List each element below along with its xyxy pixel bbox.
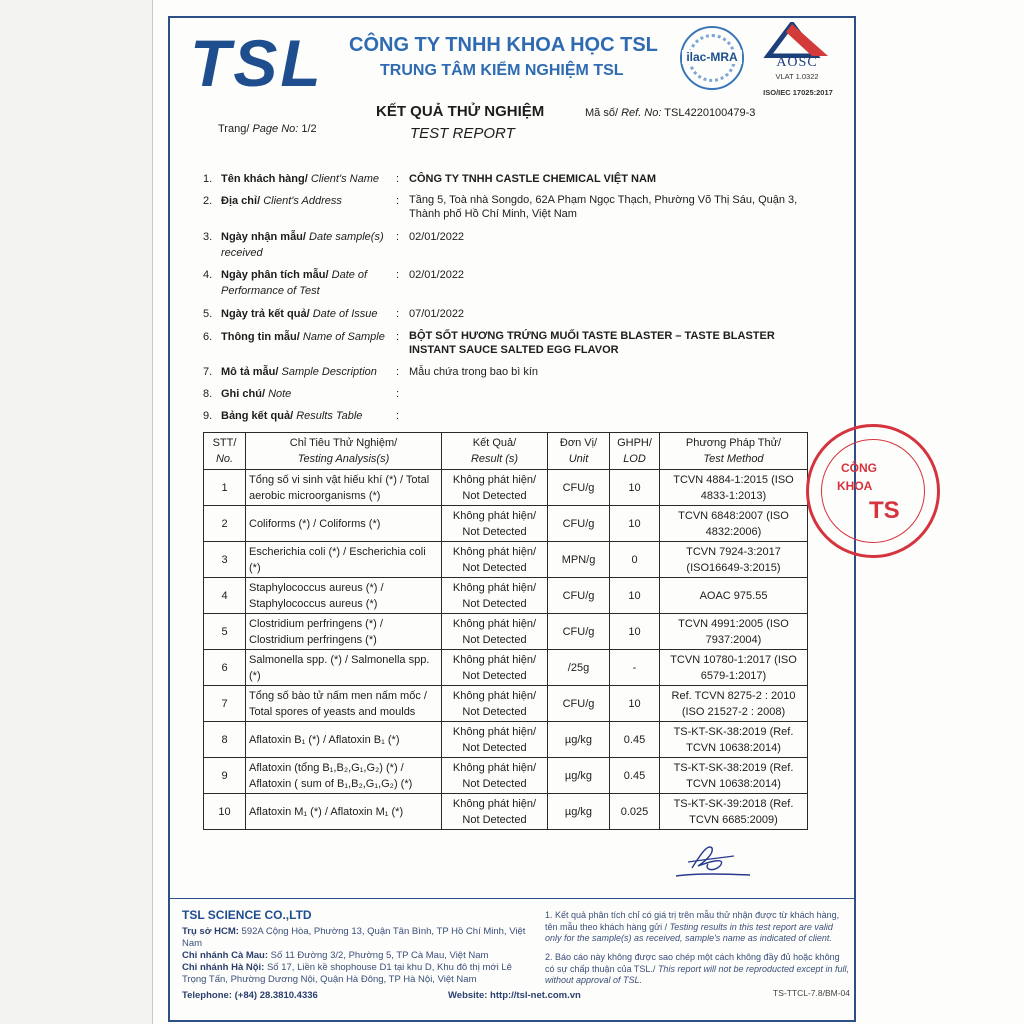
stamp-line-2: KHOA — [837, 479, 873, 493]
cell-unit: CFU/g — [548, 614, 610, 650]
cell-no: 3 — [204, 542, 246, 578]
table-row — [204, 686, 808, 722]
cell-lod: 10 — [610, 686, 660, 722]
cell-method: TS-KT-SK-38:2019 (Ref. TCVN 10638:2014) — [660, 758, 808, 794]
cell-result — [442, 758, 548, 794]
report-title-en: TEST REPORT — [410, 125, 515, 142]
cell-lod: 0.45 — [610, 758, 660, 794]
result-en: Not Detected — [462, 741, 527, 754]
report-title-vn: KẾT QUẢ THỬ NGHIỆM — [376, 103, 545, 120]
result-en: Not Detected — [462, 597, 527, 610]
page-label-en: Page No: — [252, 123, 299, 135]
footer-hq: Trụ sở HCM: 592A Cộng Hòa, Phường 13, Quận Tân Bình, TP Hồ Chí Minh, Việt Nam — [182, 926, 526, 949]
result-en: Not Detected — [462, 489, 527, 502]
cell-unit: CFU/g — [548, 470, 610, 506]
result-en: Not Detected — [462, 633, 527, 646]
header-result: Kết Quả/ Result (s) — [442, 433, 548, 470]
cell-unit: CFU/g — [548, 506, 610, 542]
info-colon: : — [396, 388, 400, 400]
info-colon: : — [396, 231, 400, 243]
cell-result — [442, 614, 548, 650]
cell-result — [442, 578, 548, 614]
page-label-vn: Trang/ — [218, 123, 253, 135]
result-en: Not Detected — [462, 561, 527, 574]
cell-unit: CFU/g — [548, 578, 610, 614]
info-label-vn: Mô tả mẫu/ — [221, 366, 282, 378]
info-number: 7. — [203, 366, 213, 378]
table-header-row — [204, 433, 808, 470]
info-label-vn: Ngày phân tích mẫu/ — [221, 269, 332, 281]
info-number: 3. — [203, 231, 213, 243]
tsl-logo: TSL — [190, 26, 324, 100]
result-en: Not Detected — [462, 705, 527, 718]
result-vn: Không phát hiện/ — [452, 689, 537, 702]
ref-value: TSL4220100479-3 — [661, 107, 756, 119]
table-row — [204, 794, 808, 830]
result-en: Not Detected — [462, 813, 527, 826]
info-colon: : — [396, 308, 400, 320]
header-unit: Đơn Vị/ Unit — [548, 433, 610, 470]
info-value: Tầng 5, Toà nhà Songdo, 62A Phạm Ngọc Thạch, Phường Võ Thị Sáu, Quận 3, Thành phố Hồ Chí Minh, Việt Nam — [409, 194, 798, 220]
ilac-mra-logo — [680, 26, 744, 90]
result-vn: Không phát hiện/ — [452, 761, 537, 774]
company-stamp — [806, 424, 940, 558]
header-method: Phương Pháp Thử/ Test Method — [660, 433, 808, 470]
cell-analysis: Coliforms (*) / Coliforms (*) — [246, 506, 442, 542]
cell-method: TCVN 10780-1:2017 (ISO 6579-1:2017) — [660, 650, 808, 686]
results-table — [203, 432, 808, 830]
cell-result — [442, 686, 548, 722]
cell-lod: 10 — [610, 470, 660, 506]
center-name: TRUNG TÂM KIỂM NGHIỆM TSL — [380, 62, 624, 79]
info-label-vn: Tên khách hàng/ — [221, 173, 311, 185]
cell-analysis: Escherichia coli (*) / Escherichia coli (*) — [246, 542, 442, 578]
cell-no: 6 — [204, 650, 246, 686]
info-label-en: Name of Sample — [302, 331, 385, 343]
info-label-en: Sample Description — [281, 366, 377, 378]
table-row — [204, 506, 808, 542]
info-label-vn: Địa chỉ/ — [221, 195, 264, 207]
cell-method: Ref. TCVN 8275-2 : 2010 (ISO 21527-2 : 2008) — [660, 686, 808, 722]
cell-result — [442, 794, 548, 830]
info-label-en: Date sample(s) received — [221, 231, 384, 259]
cell-lod: 10 — [610, 578, 660, 614]
footer-telephone: Telephone: (+84) 28.3810.4336 — [182, 990, 318, 1001]
signature-icon — [668, 840, 754, 884]
info-number: 4. — [203, 269, 213, 281]
info-number: 9. — [203, 410, 213, 422]
vlat-label: VLAT 1.0322 — [775, 72, 819, 81]
result-vn: Không phát hiện/ — [452, 473, 537, 486]
info-label-en: Results Table — [296, 410, 363, 422]
info-label-en: Date of Issue — [312, 308, 378, 320]
cell-method: AOAC 975.55 — [660, 578, 808, 614]
table-row — [204, 722, 808, 758]
page-number — [218, 123, 317, 135]
cell-lod: 0 — [610, 542, 660, 578]
form-code: TS-TTCL-7.8/BM-04 — [773, 988, 850, 998]
result-vn: Không phát hiện/ — [452, 797, 537, 810]
cell-lod: 10 — [610, 614, 660, 650]
result-en: Not Detected — [462, 525, 527, 538]
cell-method: TCVN 4991:2005 (ISO 7937:2004) — [660, 614, 808, 650]
cell-method: TS-KT-SK-39:2018 (Ref. TCVN 6685:2009) — [660, 794, 808, 830]
footer-hanoi: Chi nhánh Hà Nội: Số 17, Liền kề shophouse D1 tại khu D, Khu đô thị mới Lê Trọng Tấn, Phường Dương Nội, Quận Hà Đông, TP Hà Nội, Việt Nam — [182, 962, 512, 985]
cell-lod: - — [610, 650, 660, 686]
info-label-en: Date of Performance of Test — [221, 269, 368, 297]
cell-result — [442, 470, 548, 506]
info-value: CÔNG TY TNHH CASTLE CHEMICAL VIỆT NAM — [409, 173, 657, 185]
iso-label: ISO/IEC 17025:2017 — [763, 88, 833, 97]
info-number: 6. — [203, 331, 213, 343]
header-analysis: Chỉ Tiêu Thử Nghiệm/ Testing Analysis(s) — [246, 433, 442, 470]
cell-analysis: Clostridium perfringens (*) / Clostridium perfringens (*) — [246, 614, 442, 650]
cell-analysis: Aflatoxin M₁ (*) / Aflatoxin M₁ (*) — [246, 794, 442, 830]
table-row — [204, 578, 808, 614]
cell-unit: µg/kg — [548, 758, 610, 794]
reference-number — [585, 107, 755, 119]
cell-result — [442, 506, 548, 542]
cell-analysis: Aflatoxin B₁ (*) / Aflatoxin B₁ (*) — [246, 722, 442, 758]
company-name: CÔNG TY TNHH KHOA HỌC TSL — [349, 34, 658, 56]
cell-method: TCVN 4884-1:2015 (ISO 4833-1:2013) — [660, 470, 808, 506]
cell-result — [442, 542, 548, 578]
cell-no: 7 — [204, 686, 246, 722]
cell-no: 10 — [204, 794, 246, 830]
info-label-en: Client's Address — [263, 195, 342, 207]
cell-unit: CFU/g — [548, 686, 610, 722]
cell-unit: µg/kg — [548, 722, 610, 758]
cell-result — [442, 722, 548, 758]
result-en: Not Detected — [462, 669, 527, 682]
footer-company: TSL SCIENCE CO.,LTD — [182, 908, 312, 922]
info-label-en: Client's Name — [310, 173, 379, 185]
info-label-vn: Ngày nhận mẫu/ — [221, 231, 310, 243]
cell-lod: 0.45 — [610, 722, 660, 758]
cell-analysis: Salmonella spp. (*) / Salmonella spp. (*) — [246, 650, 442, 686]
info-value: 07/01/2022 — [409, 308, 465, 320]
result-vn: Không phát hiện/ — [452, 509, 537, 522]
table-row — [204, 542, 808, 578]
ref-label-en: Ref. No: — [621, 107, 662, 119]
footer-note-1: 1. Kết quả phân tích chỉ có giá trị trên mẫu thử nhận được từ khách hàng, tên mẫu theo khách hàng gửi / Testing results in this test report are valid only for the sample(s) as received, sample's name as indicated of client. — [545, 910, 840, 943]
header-lod: GHPH/ LOD — [610, 433, 660, 470]
header-no: STT/ No. — [204, 433, 246, 470]
ilac-label: ilac-MRA — [682, 50, 742, 64]
cell-unit: MPN/g — [548, 542, 610, 578]
aosc-label: AOSC — [776, 55, 818, 70]
result-vn: Không phát hiện/ — [452, 545, 537, 558]
info-colon: : — [396, 410, 400, 422]
table-row — [204, 650, 808, 686]
ref-label-vn: Mã số/ — [585, 107, 622, 119]
info-label-vn: Thông tin mẫu/ — [221, 331, 303, 343]
cell-no: 4 — [204, 578, 246, 614]
cell-no: 2 — [204, 506, 246, 542]
cell-no: 9 — [204, 758, 246, 794]
info-label-vn: Bảng kết quả/ — [221, 410, 297, 422]
info-label-vn: Ngày trả kết quả/ — [221, 308, 313, 320]
footer-website[interactable]: Website: http://tsl-net.com.vn — [448, 990, 581, 1001]
info-number: 1. — [203, 173, 213, 185]
cell-method: TS-KT-SK-38:2019 (Ref. TCVN 10638:2014) — [660, 722, 808, 758]
info-value: 02/01/2022 — [409, 269, 465, 281]
cell-no: 5 — [204, 614, 246, 650]
info-label-en: Note — [268, 388, 292, 400]
cell-lod: 0.025 — [610, 794, 660, 830]
info-colon: : — [396, 173, 400, 185]
info-colon: : — [396, 195, 400, 207]
footer-divider — [168, 898, 856, 899]
table-row — [204, 470, 808, 506]
info-colon: : — [396, 331, 400, 343]
info-label-vn: Ghi chú/ — [221, 388, 269, 400]
footer-camau: Chi nhánh Cà Mau: Số 11 Đường 3/2, Phường 5, TP Cà Mau, Việt Nam — [182, 950, 489, 961]
stamp-line-3: TS — [869, 497, 900, 524]
table-row — [204, 614, 808, 650]
cell-no: 1 — [204, 470, 246, 506]
info-value: Mẫu chứa trong bao bì kín — [409, 366, 539, 378]
result-en: Not Detected — [462, 777, 527, 790]
table-row — [204, 758, 808, 794]
stamp-line-1: CÔNG — [841, 461, 877, 475]
cell-result — [442, 650, 548, 686]
result-vn: Không phát hiện/ — [452, 725, 537, 738]
page-value: 1/2 — [298, 123, 317, 135]
cell-analysis: Tổng số bào tử nấm men nấm mốc / Total spores of yeasts and moulds — [246, 686, 442, 722]
result-vn: Không phát hiện/ — [452, 653, 537, 666]
result-vn: Không phát hiện/ — [452, 581, 537, 594]
cell-analysis: Staphylococcus aureus (*) / Staphylococcus aureus (*) — [246, 578, 442, 614]
footer-note-2: 2. Báo cáo này không được sao chép một cách không đầy đủ hoặc không có sự chấp thuận của TSL./ This report will not be reproducted except in full, without approval of TSL. — [545, 952, 850, 985]
cell-method: TCVN 7924-3:2017 (ISO16649-3:2015) — [660, 542, 808, 578]
result-vn: Không phát hiện/ — [452, 617, 537, 630]
cell-unit: /25g — [548, 650, 610, 686]
info-number: 2. — [203, 195, 213, 207]
info-colon: : — [396, 269, 400, 281]
cell-analysis: Tổng số vi sinh vật hiếu khí (*) / Total aerobic microorganisms (*) — [246, 470, 442, 506]
info-number: 5. — [203, 308, 213, 320]
info-value: 02/01/2022 — [409, 231, 465, 243]
info-value: BỘT SỐT HƯƠNG TRỨNG MUỐI TASTE BLASTER – TASTE BLASTER INSTANT SAUCE SALTED EGG FLAVOR — [409, 330, 775, 356]
info-number: 8. — [203, 388, 213, 400]
info-colon: : — [396, 366, 400, 378]
cell-lod: 10 — [610, 506, 660, 542]
aosc-logo-icon — [762, 22, 834, 58]
cell-analysis: Aflatoxin (tổng B₁,B₂,G₁,G₂) (*) / Aflatoxin ( sum of B₁,B₂,G₁,G₂) (*) — [246, 758, 442, 794]
cell-unit: µg/kg — [548, 794, 610, 830]
cell-method: TCVN 6848:2007 (ISO 4832:2006) — [660, 506, 808, 542]
cell-no: 8 — [204, 722, 246, 758]
